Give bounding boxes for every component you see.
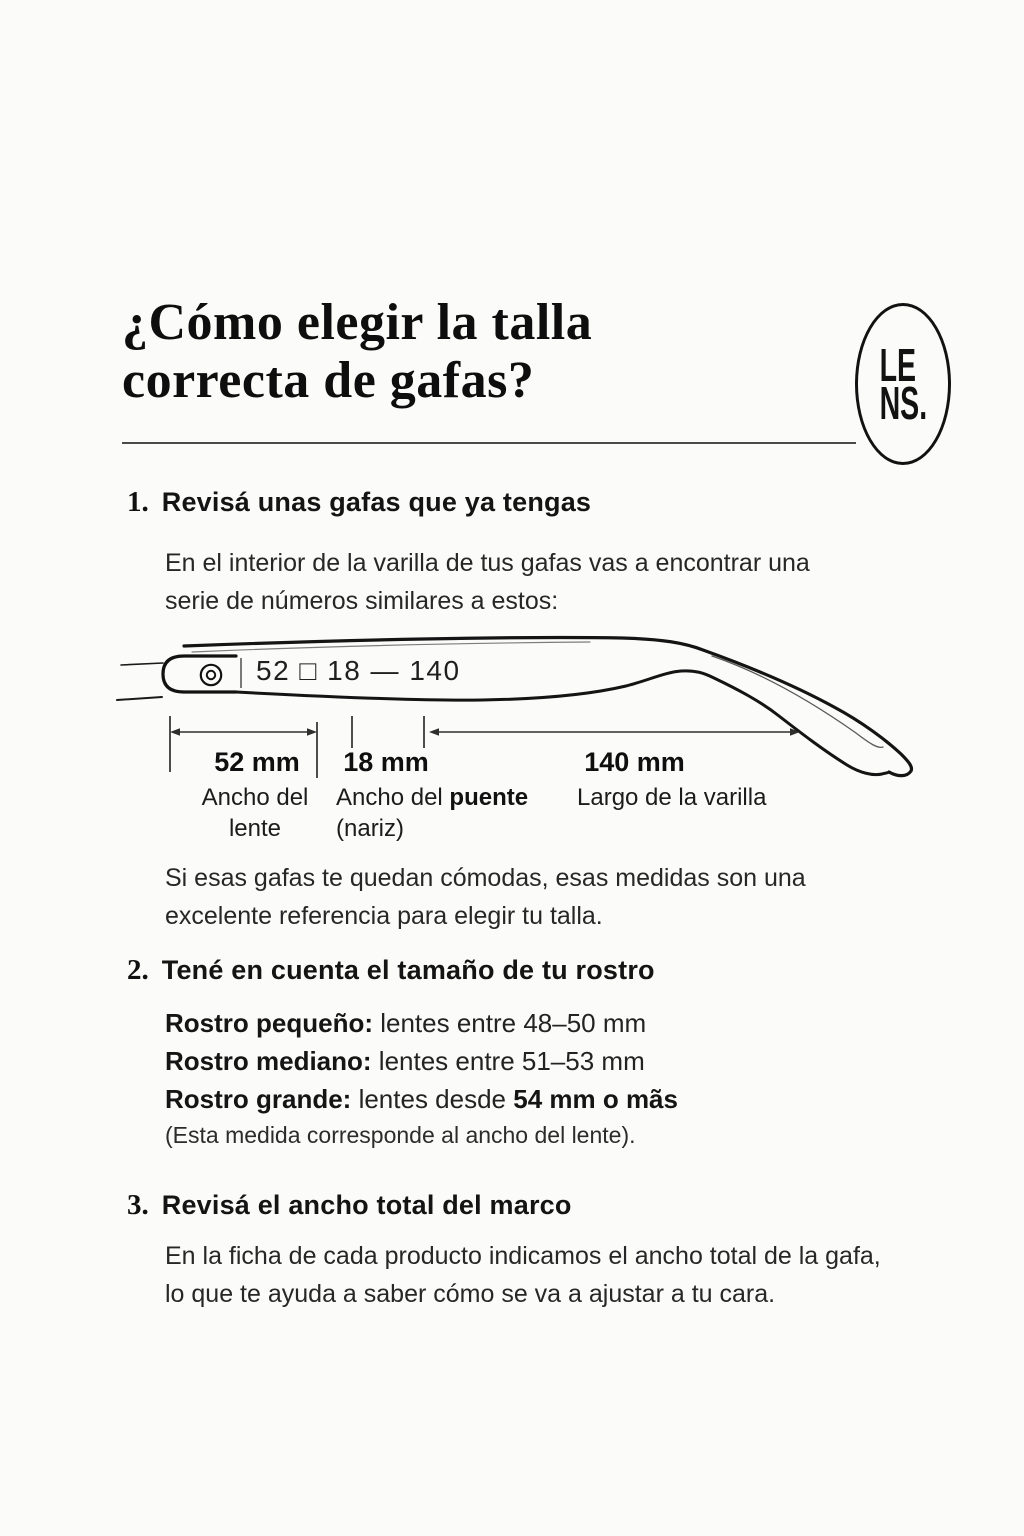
dimension-arrow-52mm	[170, 728, 317, 736]
section-1-body-line1: En el interior de la varilla de tus gafas vas a encontrar una	[165, 549, 810, 577]
dimension-label-18mm: 18 mm	[343, 747, 429, 777]
face-size-text: lentes entre 51–53 mm	[371, 1046, 645, 1076]
temple-left-hint-bottom	[117, 697, 162, 700]
caption-temple-length: Largo de la varilla	[577, 784, 767, 811]
divider-rule	[122, 442, 856, 444]
section-3-body-line1: En la ficha de cada producto indicamos el ancho total de la gafa,	[165, 1242, 881, 1270]
caption-bridge-width-line2: (nariz)	[336, 815, 405, 842]
dimension-arrow-140mm	[429, 728, 800, 736]
temple-hook-highlight-line	[712, 656, 883, 747]
face-size-text: lentes entre 48–50 mm	[373, 1008, 647, 1038]
section-2-heading	[127, 954, 655, 987]
section-1-title: Revisá unas gafas que ya tengas	[161, 487, 592, 517]
caption-lens-width-line2: lente	[228, 815, 282, 842]
face-size-label: Rostro pequeño:	[165, 1008, 373, 1038]
caption-bridge-width	[336, 782, 528, 844]
page-title	[122, 294, 822, 410]
face-size-item-large	[165, 1080, 678, 1118]
section-1-body-line2: serie de números similares a estos:	[165, 587, 559, 615]
brand-logo-line2: NS.	[879, 377, 927, 429]
caption-lens-width-line1: Ancho del	[201, 784, 309, 811]
face-size-item-medium	[165, 1042, 678, 1080]
section-3-body-line2: lo que te ayuda a saber cómo se va a ajustar a tu cara.	[165, 1280, 776, 1308]
hinge-rivet-icon-center	[207, 671, 215, 679]
brand-logo	[855, 303, 951, 465]
section-1-number: 1.	[127, 486, 149, 518]
page-title-line1: ¿Cómo elegir la talla	[122, 294, 593, 351]
caption-bridge-prefix: Ancho del	[336, 784, 450, 811]
section-3-heading	[127, 1189, 572, 1222]
temple-endpiece-cap	[163, 656, 236, 692]
temple-left-hint-top	[121, 663, 163, 665]
temple-marking-text: 52 □ 18 — 140	[256, 655, 461, 686]
caption-lens-width	[180, 782, 330, 844]
section-3-number: 3.	[127, 1189, 149, 1221]
section-3-paragraph	[165, 1237, 881, 1313]
face-size-text: lentes desde	[351, 1084, 514, 1114]
section-2-number: 2.	[127, 954, 149, 986]
face-size-item-small	[165, 1004, 678, 1042]
face-size-label: Rostro mediano:	[165, 1046, 372, 1076]
face-size-list	[165, 1004, 678, 1118]
after-diagram-line1: Si esas gafas te quedan cómodas, esas medidas son una	[165, 864, 806, 892]
section-2-title: Tené en cuenta el tamaño de tu rostro	[161, 955, 655, 985]
section-3-title: Revisá el ancho total del marco	[161, 1190, 572, 1220]
section-1-heading	[127, 486, 591, 519]
dimension-label-140mm: 140 mm	[584, 747, 685, 777]
brand-logo-line1: LE	[879, 339, 916, 391]
after-diagram-line2: excelente referencia para elegir tu talla.	[165, 902, 603, 930]
face-size-bold-tail: 54 mm o mãs	[513, 1084, 678, 1114]
dimension-label-52mm: 52 mm	[214, 747, 300, 777]
after-diagram-paragraph	[165, 859, 806, 935]
caption-bridge-bold: puente	[449, 784, 529, 811]
face-size-label: Rostro grande:	[165, 1084, 352, 1114]
page-title-line2: correcta de gafas?	[122, 352, 535, 409]
hinge-rivet-icon	[201, 665, 221, 685]
face-size-note: (Esta medida corresponde al ancho del lente).	[165, 1122, 636, 1148]
brand-logo-text	[879, 339, 927, 429]
caption-bridge-width-line1	[336, 782, 528, 813]
